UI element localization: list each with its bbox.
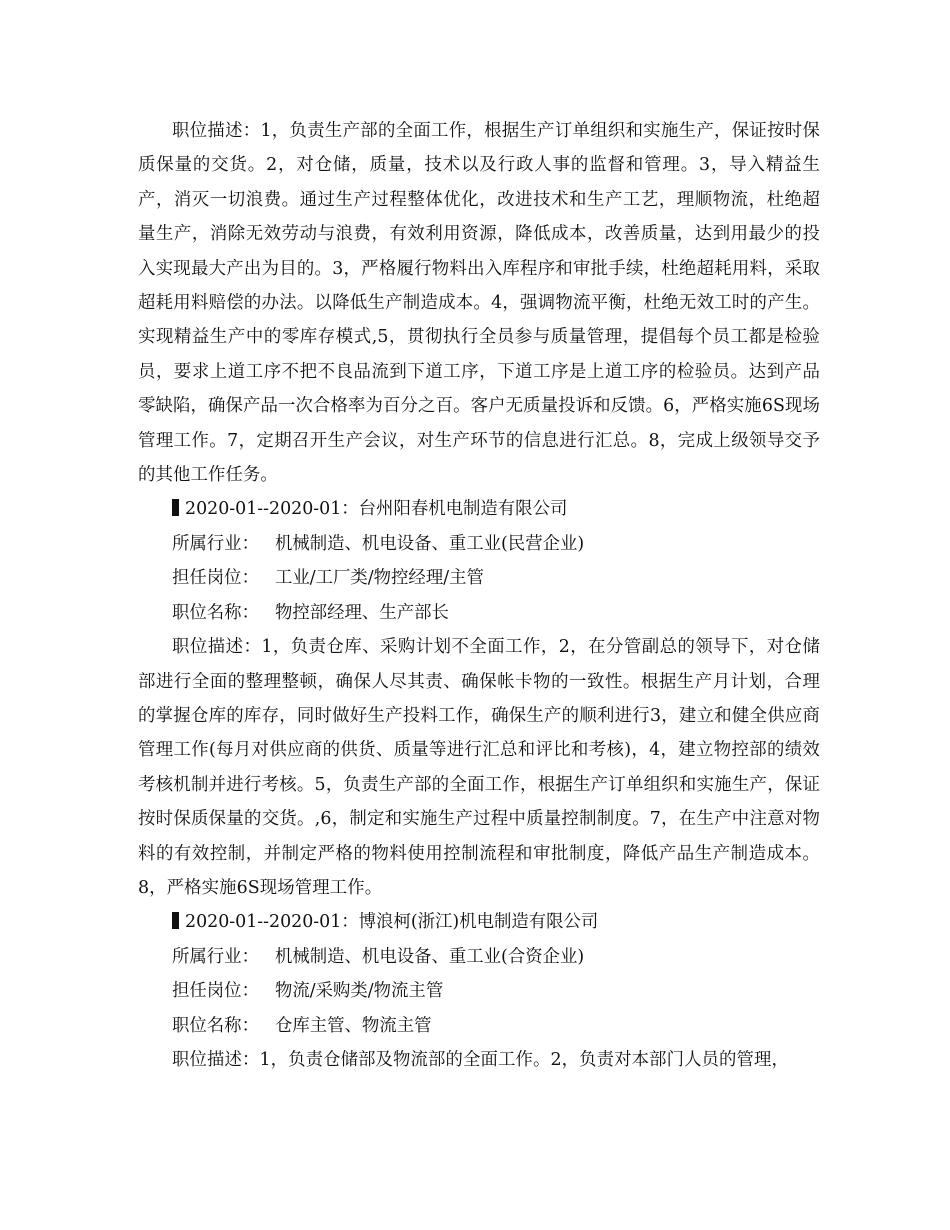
- bullet-marker-icon: [172, 912, 179, 929]
- job-entry-header-text: 2020-01--2020-01：台州阳春机电制造有限公司: [185, 499, 568, 520]
- post-label: 担任岗位：: [172, 568, 259, 589]
- post-line: [138, 974, 820, 1008]
- job-description-paragraph: 职位描述：1，负责生产部的全面工作，根据生产订单组织和实施生产，保证按时保质保量的交货。2，对仓储，质量，技术以及行政人事的监督和管理。3，导入精益生产，消灭一切浪费。通过生产过程整体优化，改进技术和生产工艺，理顺物流，杜绝超量生产，消除无效劳动与浪费，有效利用资源，降低成本，改善质量，达到用最少的投入实现最大产出为目的。3，严格履行物料出入库程序和审批手续，杜绝超耗用料，采取超耗用料赔偿的办法。以降低生产制造成本。4，强调物流平衡，杜绝无效工时的产生。实现精益生产中的零库存模式,5，贯彻执行全员参与质量管理，提倡每个员工都是检验员，要求上道工序不把不良品流到下道工序，下道工序是上道工序的检验员。达到产品零缺陷，确保产品一次合格率为百分之百。客户无质量投诉和反馈。6，严格实施6S现场管理工作。7，定期召开生产会议，对生产环节的信息进行汇总。8，完成上级领导交予的其他工作任务。: [138, 121, 820, 486]
- job-entry-header-text: 2020-01--2020-01：博浪柯(浙江)机电制造有限公司: [185, 912, 599, 933]
- job-entry-header: [138, 905, 820, 939]
- bullet-marker-icon: [172, 499, 179, 516]
- industry-line: [138, 940, 820, 974]
- job-title-value: 仓库主管、物流主管: [274, 1015, 432, 1036]
- job-title-line: [138, 1009, 820, 1043]
- job-title-label: 职位名称：: [172, 1015, 259, 1036]
- resume-content: [138, 114, 820, 1077]
- post-line: [138, 561, 820, 595]
- post-value: 工业/工厂类/物控经理/主管: [274, 568, 484, 589]
- industry-value: 机械制造、机电设备、重工业(民营企业): [274, 533, 585, 554]
- post-label: 担任岗位：: [172, 981, 259, 1002]
- job-title-value: 物控部经理、生产部长: [274, 602, 449, 623]
- industry-line: [138, 527, 820, 561]
- job-description-paragraph: 职位描述：1，负责仓储部及物流部的全面工作。2，负责对本部门人员的管理，: [172, 1049, 790, 1070]
- post-value: 物流/采购类/物流主管: [274, 981, 444, 1002]
- job-description-paragraph: 职位描述：1，负责仓库、采购计划不全面工作，2，在分管副总的领导下，对仓储部进行全面的整理整顿，确保人尽其责、确保帐卡物的一致性。根据生产月计划，合理的掌握仓库的库存，同时做好生产投料工作，确保生产的顺利进行3，建立和健全供应商管理工作(每月对供应商的供货、质量等进行汇总和评比和考核)，4，建立物控部的绩效考核机制并进行考核。5，负责生产部的全面工作，根据生产订单组织和实施生产，保证按时保质保量的交货。,6，制定和实施生产过程中质量控制制度。7，在生产中注意对物料的有效控制，并制定严格的物料使用控制流程和审批制度，降低产品生产制造成本。8，严格实施6S现场管理工作。: [138, 637, 820, 898]
- industry-label: 所属行业：: [172, 946, 259, 967]
- industry-value: 机械制造、机电设备、重工业(合资企业): [274, 946, 585, 967]
- job-entry-header: [138, 492, 820, 526]
- industry-label: 所属行业：: [172, 533, 259, 554]
- job-title-line: [138, 596, 820, 630]
- job-title-label: 职位名称：: [172, 602, 259, 623]
